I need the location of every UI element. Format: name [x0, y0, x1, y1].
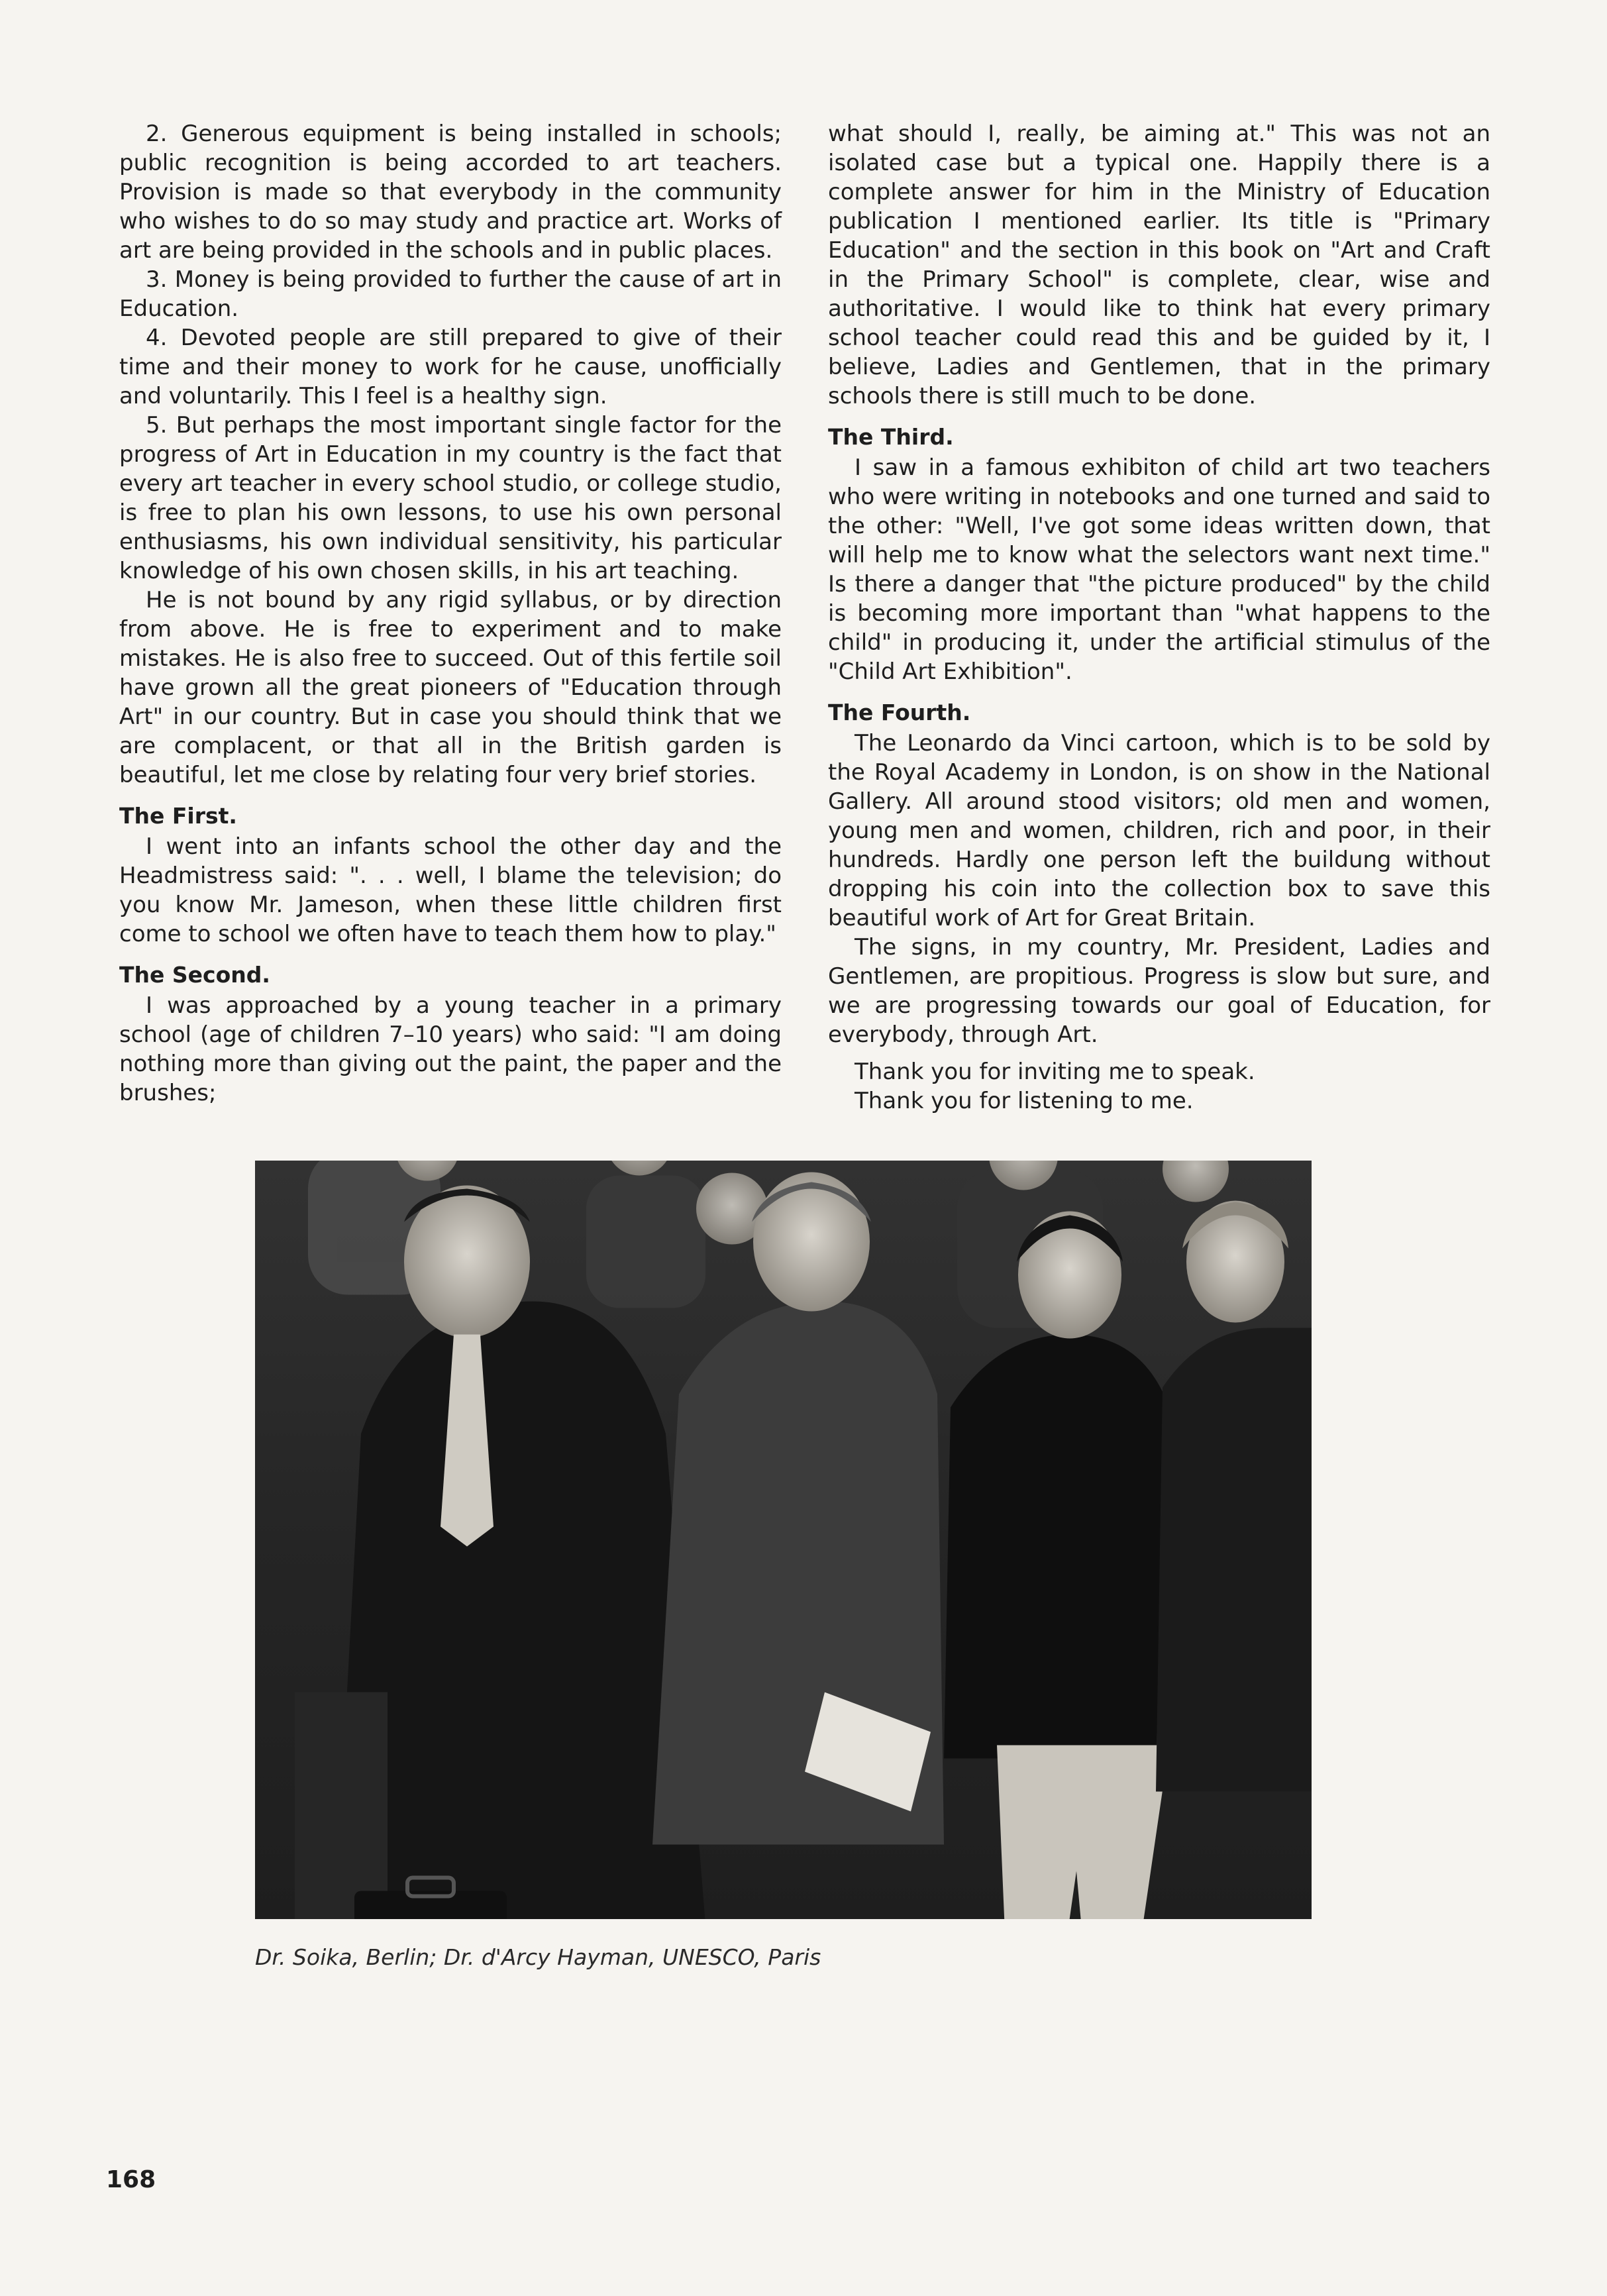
heading-the-third: The Third.	[828, 424, 954, 450]
heading-the-second: The Second.	[119, 962, 270, 988]
page-number: 168	[106, 2166, 156, 2193]
story-first-text: I went into an infants school the other day and the Headmistress said: ". . . well, I blame the television; do you know Mr. Jameson, when these little children first come to school we often have to teach them how to play."	[119, 833, 782, 947]
story-fourth-text: The Leonardo da Vinci cartoon, which is to be sold by the Royal Academy in London, is on show in the National Gallery. All around stood visitors; old men and women, young men and women, children, rich and poor, in their hundreds. Hardly one person left the buildung without dropping his coin into the collection box to save this beautiful work of Art for Great Britain.	[828, 730, 1490, 931]
left-text-column	[119, 119, 782, 1108]
paragraph-point-3: 3. Money is being provided to further the cause of art in Education.	[119, 266, 782, 322]
heading-the-fourth: The Fourth.	[828, 700, 971, 725]
right-text-column	[828, 119, 1490, 1116]
closing-signs-text: The signs, in my country, Mr. President, Ladies and Gentlemen, are propitious. Progress is slow but sure, and we are progressing towards our goal of Education, for everybody, through Art.	[828, 934, 1490, 1048]
paragraph-point-5: 5. But perhaps the most important single factor for the progress of Art in Education in my country is the fact that every art teacher in every school studio, or college studio, is free to plan his own lessons, to use his own personal enthusiasms, his own individual sensitivity, his particular knowledge of his own chosen skills, in his art teaching.	[119, 412, 782, 584]
heading-the-first: The First.	[119, 803, 237, 829]
story-third-text: I saw in a famous exhibiton of child art two teachers who were writing in notebooks and one turned and said to the other: "Well, I've got some ideas written down, that will help me to know what the selectors want next time." Is there a danger that "the picture produced" by the child is becoming more important than "what happens to the child" in producing it, under the artificial stimulus of the "Child Art Exhibition".	[828, 454, 1490, 685]
audience-photo-illustration	[255, 1161, 1312, 1919]
paragraph-point-4: 4. Devoted people are still prepared to give of their time and their money to work for he cause, unofficially and voluntarily. This I feel is a healthy sign.	[119, 325, 782, 409]
paragraph-point-2: 2. Generous equipment is being installed in schools; public recognition is being accorded to art teachers. Provision is made so that everybody in the community who wishes to do so may study and practice art. Works of art are being provided in the schools and in public places.	[119, 121, 782, 264]
thanks-line-2: Thank you for listening to me.	[855, 1088, 1194, 1114]
paragraph-free-teacher: He is not bound by any rigid syllabus, or by direction from above. He is free to experiment and to make mistakes. He is also free to succeed. Out of this fertile soil have grown all the great pioneers of "Education through Art" in our country. But in case you should think that we are complacent, or that all in the British garden is beautiful, let me close by relating four very brief stories.	[119, 587, 782, 788]
photo-caption: Dr. Soika, Berlin; Dr. d'Arcy Hayman, UNESCO, Paris	[255, 1944, 821, 1970]
story-second-text: I was approached by a young teacher in a primary school (age of children 7–10 years) who said: "I am doing nothing more than giving out the paint, the paper and the brushes;	[119, 992, 782, 1106]
story-second-continued: what should I, really, be aiming at." This was not an isolated case but a typical one. Happily there is a complete answer for him in the Ministry of Education publication I mentioned earlier. Its title is "Primary Education" and the section in this book on "Art and Craft in the Primary School" is complete, clear, wise and authoritative. I would like to think hat every primary school teacher could read this and be guided by it, I believe, Ladies and Gentlemen, that in the primary schools there is still much to be done.	[828, 121, 1490, 409]
audience-photo	[255, 1161, 1312, 1919]
thanks-line-1: Thank you for inviting me to speak.	[855, 1059, 1255, 1085]
